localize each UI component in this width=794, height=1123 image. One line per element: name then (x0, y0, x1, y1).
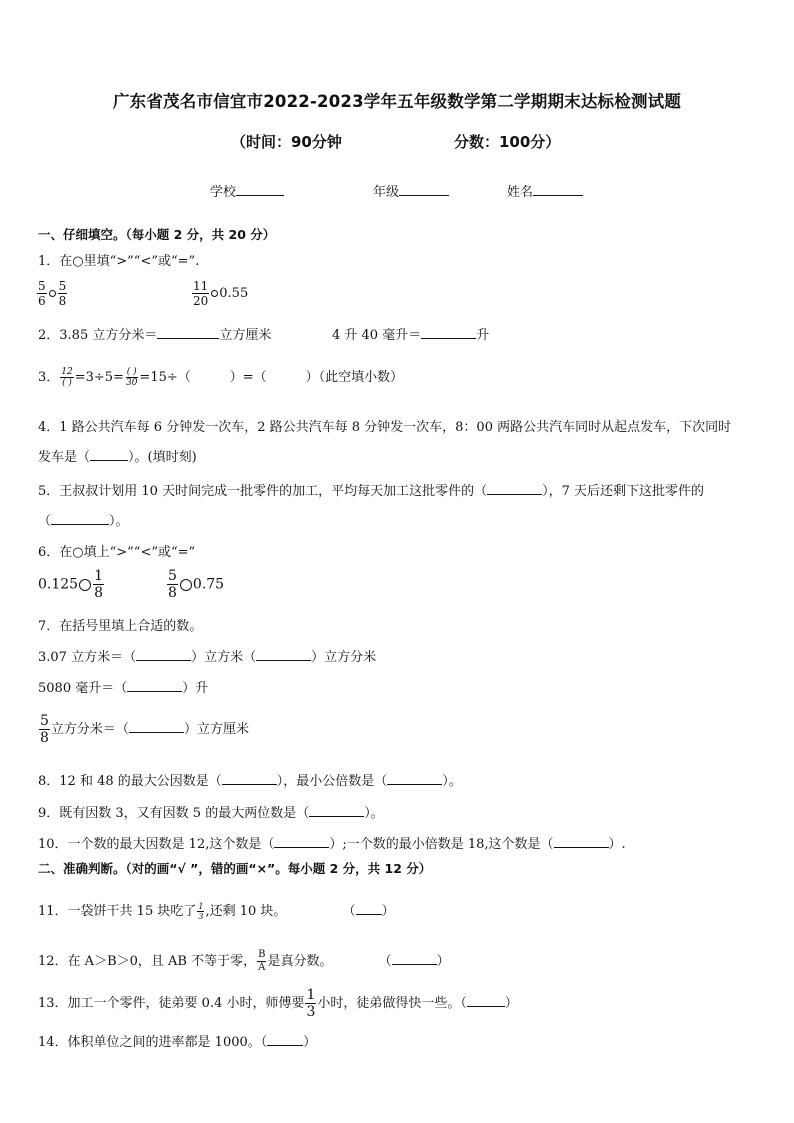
question-12: 12．在 A＞B＞0，且 AB 不等于零， $\frac{B}{A}$ 是真分数。 （ ） (38, 949, 450, 973)
fraction: $\frac{1}{3}$ (306, 987, 316, 1020)
compare-circle[interactable] (180, 579, 192, 591)
question-4: 4．1 路公共汽车每 6 分钟发一次车，2 路公共汽车每 8 分钟发一次车，8：00 两路公共汽车同时从起点发车，下次同时 (38, 420, 732, 435)
answer-blank[interactable] (554, 835, 609, 848)
q6-compare-b: $\frac{5}{8}$ 0.75 (168, 568, 225, 601)
answer-blank[interactable] (157, 326, 219, 339)
question-8: 8．12 和 48 的最大公因数是（ ），最小公倍数是（ ）。 (38, 774, 462, 789)
fraction: $\frac{( )}{30}$ (125, 367, 138, 388)
question-2a: 2．3.85 立方分米＝ 立方厘米 (38, 328, 272, 343)
section-2-heading: 二、准确判断。（对的画“√ ”，错的画“×”。每小题 2 分，共 12 分） (38, 861, 432, 876)
question-1: 1．在○里填“>”“<”或“=”. (38, 254, 200, 269)
answer-blank[interactable] (136, 648, 191, 661)
name-blank[interactable] (533, 183, 583, 196)
answer-blank[interactable] (129, 720, 184, 733)
fraction: $\frac{5}{6}$ (38, 279, 46, 308)
fraction: $\frac{1}{8}$ (94, 568, 104, 601)
exam-time: （时间：90分钟 (231, 133, 342, 151)
answer-blank[interactable] (256, 648, 311, 661)
answer-blank[interactable] (127, 679, 182, 692)
answer-blank[interactable] (222, 772, 277, 785)
q7-row-2: 5080 毫升＝（ ）升 (38, 681, 209, 696)
question-13: 13．加工一个零件，徒弟要 0.4 小时，师傅要 $\frac{1}{3}$ 小时，徒弟做得快一些。（ ） (38, 987, 518, 1020)
compare-circle[interactable] (79, 579, 91, 591)
name-field[interactable] (507, 181, 583, 200)
grade-blank[interactable] (399, 183, 449, 196)
question-4-cont: 发车是（ ）。(填时刻) (38, 450, 197, 465)
question-3: 3． $\frac{12}{( )}$ =3÷5= $\frac{( )}{30}$ =15÷（ ）=（ ）（此空填小数） (38, 367, 404, 388)
answer-blank[interactable] (51, 512, 109, 525)
question-5-cont: （ ）。 (38, 514, 129, 529)
question-2b: 4 升 40 毫升＝ 升 (332, 328, 490, 343)
answer-blank[interactable] (392, 952, 437, 965)
grade-label: 年级 (373, 185, 400, 200)
question-7: 7．在括号里填上合适的数。 (38, 619, 203, 634)
fraction: $\frac{5}{8}$ (40, 713, 49, 746)
school-label: 学校 (210, 185, 237, 200)
answer-blank[interactable] (387, 772, 442, 785)
compare-circle[interactable] (49, 290, 56, 297)
name-label: 姓名 (507, 185, 534, 200)
q1-compare-b: $\frac{11}{20}$ 0.55 (193, 279, 249, 308)
q1-compare-a (36, 279, 68, 308)
compare-circle[interactable] (211, 290, 218, 297)
page-title: 广东省茂名市信宜市2022-2023学年五年级数学第二学期期末达标检测试题 (112, 92, 682, 111)
fraction: $\frac{11}{20}$ (193, 279, 209, 308)
school-blank[interactable] (236, 183, 284, 196)
exam-score: 分数：100分） (454, 133, 561, 151)
question-6: 6．在○填上“>”“<”或“=” (38, 545, 196, 560)
question-10: 10．一个数的最大因数是 12,这个数是（ ）;一个数的最小倍数是 18,这个数是（ ）. (38, 837, 626, 852)
question-9: 9．既有因数 3，又有因数 5 的最大两位数是（ ）。 (38, 806, 384, 821)
q7-row-1: 3.07 立方米＝（ ）立方米（ ）立方分米 (38, 650, 377, 665)
answer-blank[interactable] (356, 902, 382, 915)
grade-field[interactable] (373, 181, 449, 200)
answer-blank[interactable] (309, 804, 364, 817)
fraction: $\frac{12}{( )}$ (61, 367, 73, 388)
question-5: 5．王叔叔计划用 10 天时间完成一批零件的加工，平均每天加工这批零件的（ ），7 天后还剩下这批零件的 (38, 484, 704, 499)
school-field[interactable] (210, 181, 284, 200)
fraction: $\frac{B}{A}$ (258, 949, 266, 973)
question-14: 14．体积单位之间的进率都是 1000。（ ） (38, 1035, 317, 1050)
answer-blank[interactable] (90, 448, 128, 461)
answer-blank[interactable] (267, 1033, 303, 1046)
q6-compare-a: 0.125 $\frac{1}{8}$ (38, 568, 104, 601)
answer-blank[interactable] (421, 326, 476, 339)
q7-row-3: $\frac{5}{8}$ 立方分米＝（ ）立方厘米 (40, 713, 249, 746)
answer-blank[interactable] (467, 994, 505, 1007)
section-1-heading: 一、仔细填空。（每小题 2 分，共 20 分） (38, 227, 276, 242)
fraction: $\frac{5}{8}$ (58, 279, 67, 308)
fraction: $\frac{1}{3}$ (198, 902, 204, 921)
answer-blank[interactable] (487, 482, 542, 495)
question-11: 11．一袋饼干共 15 块吃了 $\frac{1}{3}$ ,还剩 10 块。 （ ） (38, 902, 395, 921)
fraction: $\frac{5}{8}$ (168, 568, 177, 601)
answer-blank[interactable] (274, 835, 329, 848)
